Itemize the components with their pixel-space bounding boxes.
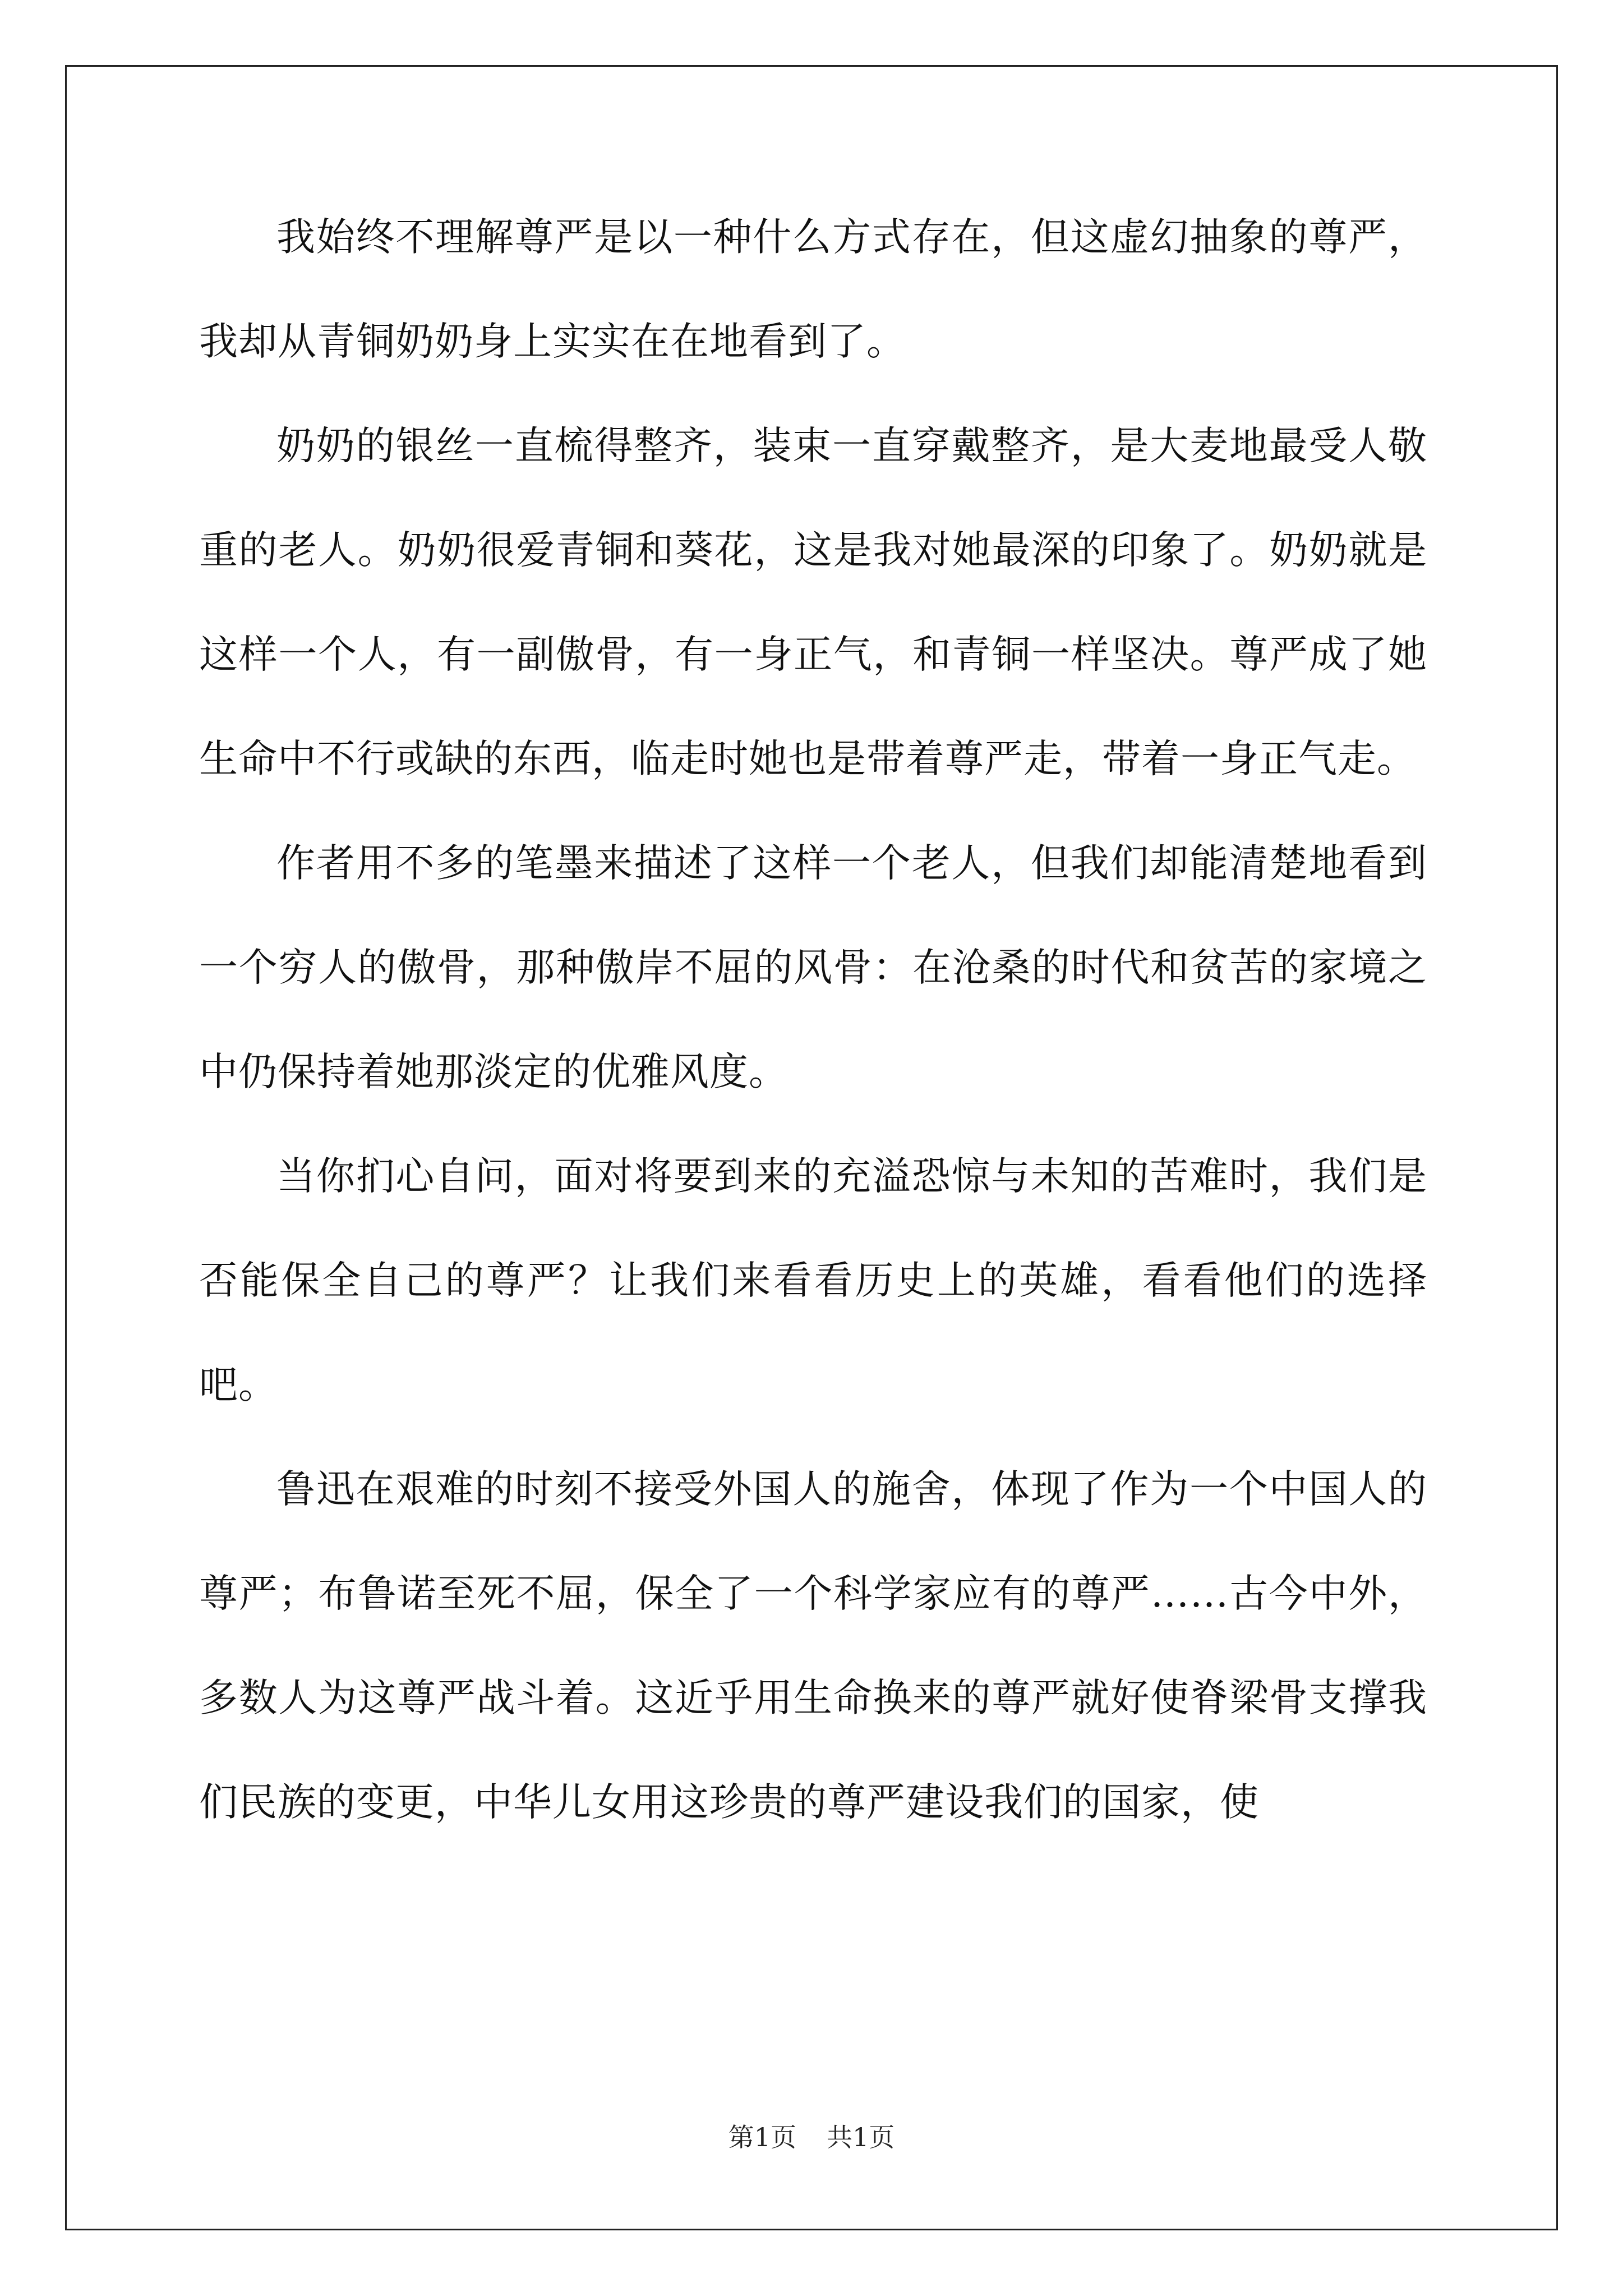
paragraph-5: 鲁迅在艰难的时刻不接受外国人的施舍，体现了作为一个中国人的尊严；布鲁诺至死不屈，保全了一个科学家应有的尊严……古今中外，多数人为这尊严战斗着。这近乎用生命换来的尊严就好使脊梁骨支撑我们民族的变更，中华儿女用这珍贵的尊严建设我们的国家，使 [199, 1467, 1427, 1825]
page-number-total: 共1页 [827, 2122, 895, 2152]
document-body [199, 185, 1427, 1855]
paragraph-1: 我始终不理解尊严是以一种什么方式存在，但这虚幻抽象的尊严，我却从青铜奶奶身上实实在在地看到了。 [199, 215, 1427, 364]
page-footer [0, 2120, 1623, 2154]
page-number-current: 第1页 [728, 2122, 796, 2152]
paragraph-2: 奶奶的银丝一直梳得整齐，装束一直穿戴整齐，是大麦地最受人敬重的老人。奶奶很爱青铜和葵花，这是我对她最深的印象了。奶奶就是这样一个人，有一副傲骨，有一身正气，和青铜一样坚决。尊严成了她生命中不行或缺的东西，临走时她也是带着尊严走，带着一身正气走。 [199, 424, 1427, 781]
paragraph-4: 当你扪心自问，面对将要到来的充溢恐惊与未知的苦难时，我们是否能保全自己的尊严？让我们来看看历史上的英雄，看看他们的选择吧。 [199, 1154, 1427, 1407]
paragraph-3: 作者用不多的笔墨来描述了这样一个老人，但我们却能清楚地看到一个穷人的傲骨，那种傲岸不屈的风骨：在沧桑的时代和贫苦的家境之中仍保持着她那淡定的优雅风度。 [199, 841, 1427, 1094]
